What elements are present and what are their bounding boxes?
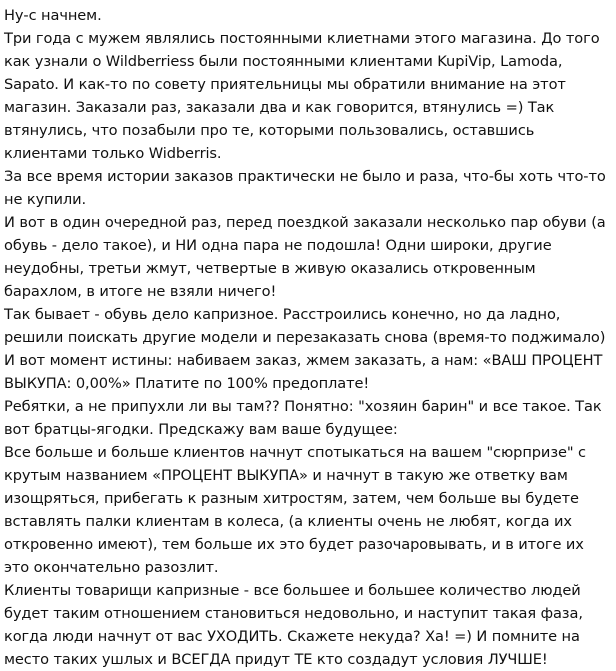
review-paragraph-9: Клиенты товарищи капризные - все большее и большее количество людей будет таким отношением становиться недовольно, и наступит такая фаза, когда люди начнут от вас УХОДИТЬ. Скажете некуда? Ха! =) И помните на место таких ушлых и ВСЕГДА придут ТЕ кто создадут условия ЛУЧШЕ! [4,582,583,668]
review-paragraph-6: И вот момент истины: набиваем заказ, жмем заказать, а нам: «ВАШ ПРОЦЕНТ ВЫКУПА: 0,00%» Платите по 100% предоплате! [4,352,603,392]
review-paragraph-7: Ребятки, а не припухли ли вы там?? Понятно: "хозяин барин" и все такое. Так вот братцы-ягодки. Предскажу вам ваше будущее: [4,398,602,438]
review-paragraph-8: Все больше и больше клиентов начнут спотыкаться на вашем "сюрпризе" с крутым названием «ПРОЦЕНТ ВЫКУПА» и начнут в такую же ответку вам изощряться, прибегать к разным хитростям, затем, чем больше вы будете вставлять палки клиентам в колеса, (а клиенты очень не любят, когда их откровенно имеют), тем больше их это будет разочаровывать, и в итоге их это окончательно разозлит. [4,444,586,576]
review-text [4,4,612,671]
review-paragraph-4: И вот в один очередной раз, перед поездкой заказали несколько пар обуви (а обувь - дело такое), и НИ одна пара не подошла! Одни широки, другие неудобны, третьи жмут, четвертые в живую оказались откровенным барахлом, в итоге не взяли ничего! [4,214,606,300]
review-paragraph-1: Ну-с начнем. [4,7,102,24]
review-paragraph-3: За все время истории заказов практически не было и раза, что-бы хоть что-то не купили. [4,168,606,208]
review-paragraph-5: Так бывает - обувь дело капризное. Расстроились конечно, но да ладно, решили поискать другие модели и перезаказать снова (время-то поджимало) [4,306,606,346]
review-paragraph-2: Три года с мужем являлись постоянными клиетнами этого магазина. До того как узнали о Wildberriess были постоянными клиентами KupiVip, Lamoda, Sapato. И как-то по совету приятельницы мы обратили внимание на этот магазин. Заказали раз, заказали два и как говорится, втянулись =) Так втянулись, что позабыли про те, которыми пользовались, оставшись клиентами только Widberris. [4,30,600,162]
